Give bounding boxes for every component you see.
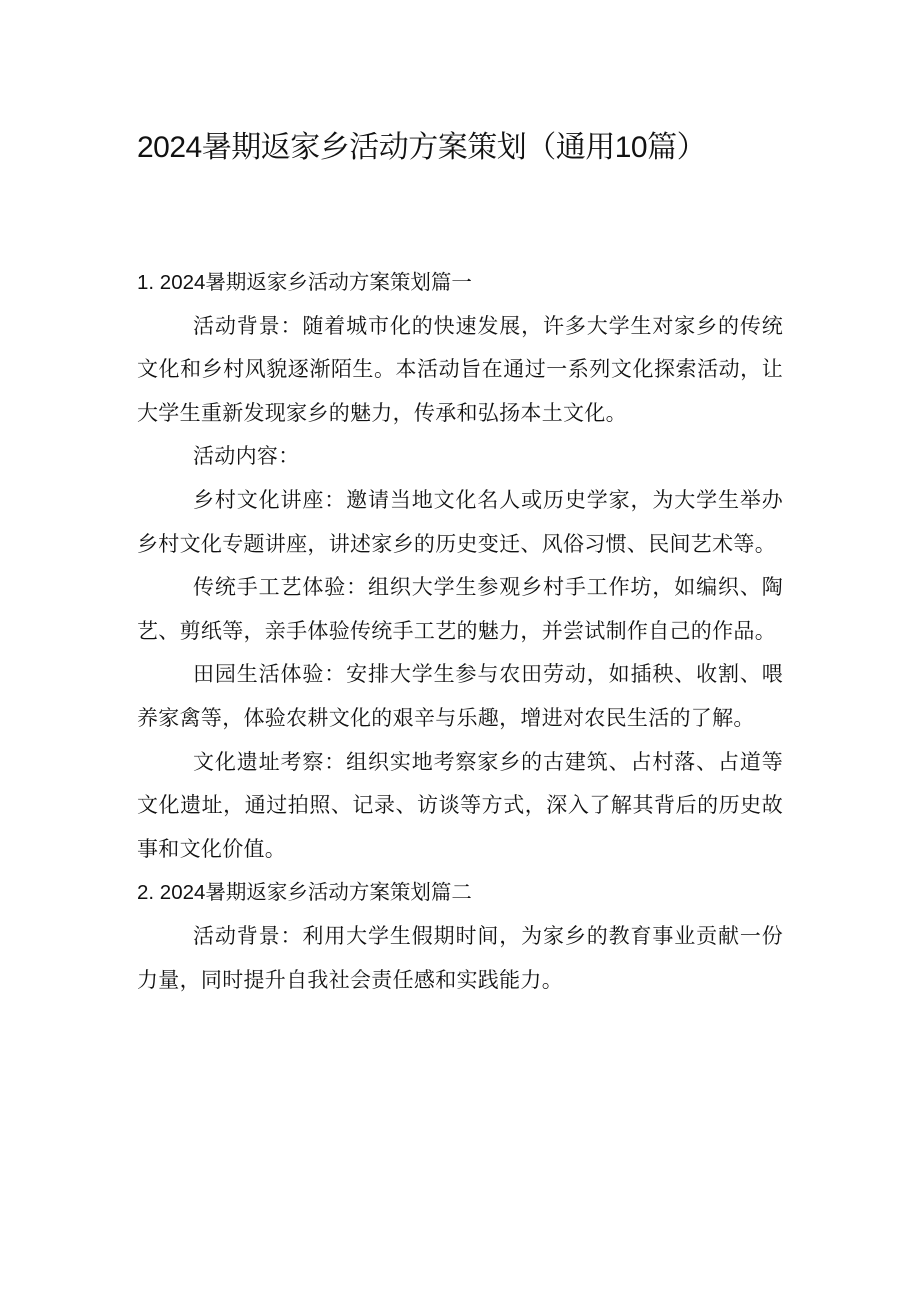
section-heading-2: 2. 2024暑期返家乡活动方案策划篇二 [137,881,472,905]
document-title: 2024暑期返家乡活动方案策划（通用10篇） [137,131,707,164]
paragraph-traditional-craft: 传统手工艺体验：组织大学生参观乡村手工作坊，如编织、陶艺、剪纸等，亲手体验传统手工艺的魅力，并尝试制作自己的作品。 [137,575,783,643]
paragraph-cultural-sites: 文化遗址考察：组织实地考察家乡的古建筑、占村落、占道等文化遗址，通过拍照、记录、访谈等方式，深入了解其背后的历史故事和文化价值。 [137,749,783,861]
paragraph-content-label: 活动内容： [193,444,300,469]
paragraph-rural-life: 田园生活体验：安排大学生参与农田劳动，如插秧、收割、喂养家禽等，体验农耕文化的艰辛与乐趣，增进对农民生活的了解。 [137,662,783,730]
paragraph-background-2: 活动背景：利用大学生假期时间，为家乡的教育事业贡献一份力量，同时提升自我社会责任感和实践能力。 [137,923,783,992]
paragraph-rural-culture-lecture: 乡村文化讲座：邀请当地文化名人或历史学家，为大学生举办乡村文化专题讲座，讲述家乡的历史变迁、风俗习惯、民间艺术等。 [137,487,783,556]
section-heading-1: 1. 2024暑期返家乡活动方案策划篇一 [137,271,472,294]
paragraph-background-1: 活动背景：随着城市化的快速发展，许多大学生对家乡的传统文化和乡村风貌逐渐陌生。本活动旨在通过一系列文化探索活动，让大学生重新发现家乡的魅力，传承和弘扬本土文化。 [137,313,783,425]
document-body [137,261,783,1002]
